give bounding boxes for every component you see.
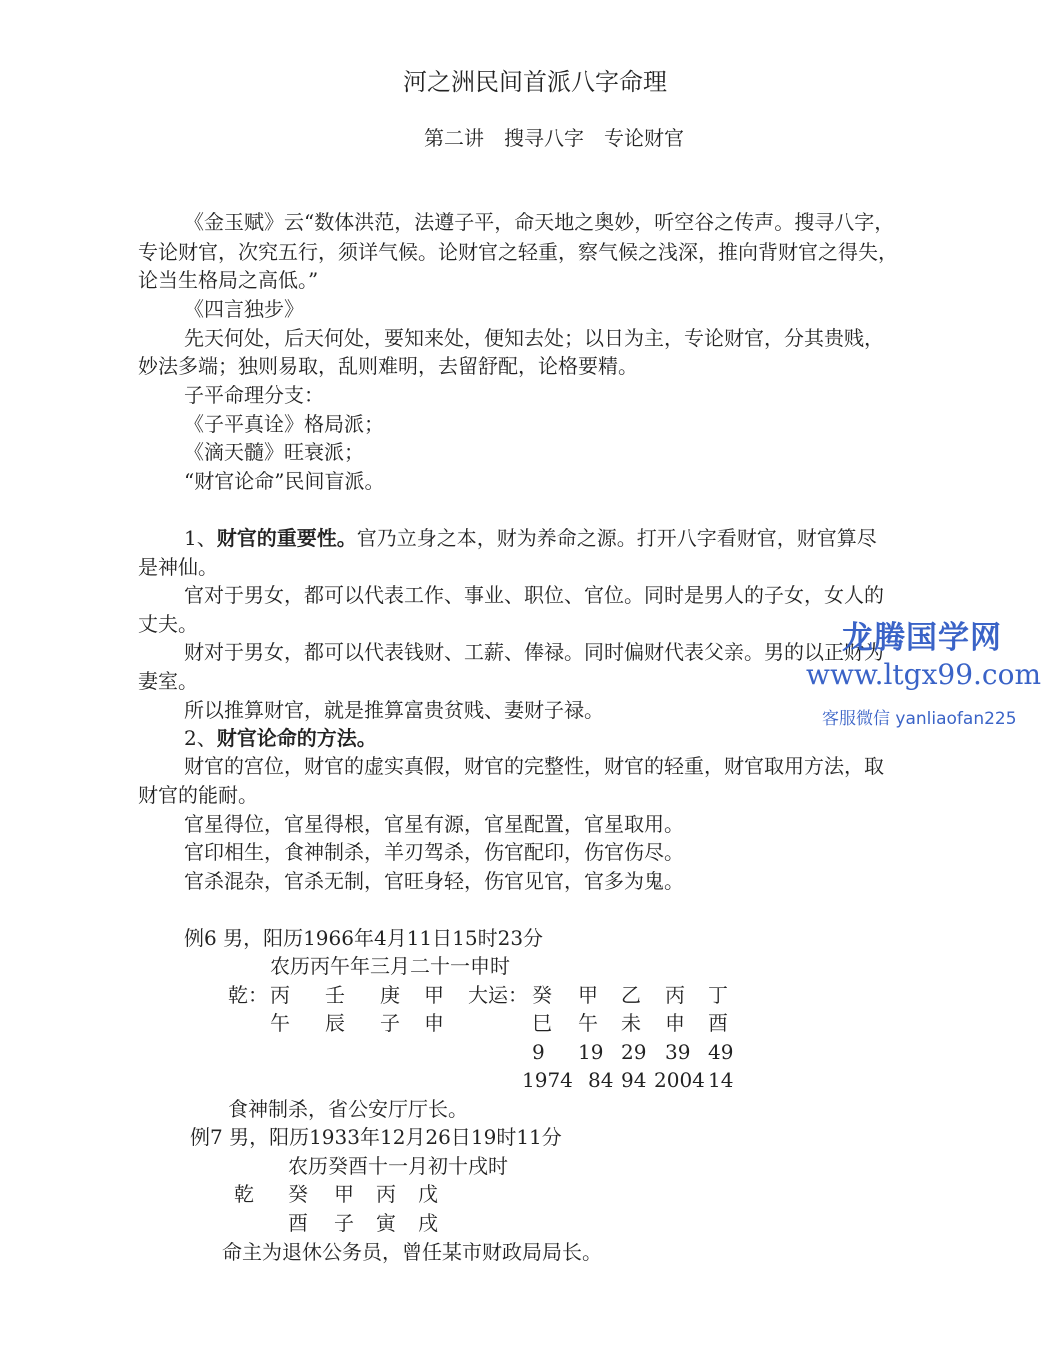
- paragraph-line: 《金玉赋》云“数体洪范，法遵子平，命天地之奥妙，听空谷之传声。搜寻八字，: [184, 210, 895, 234]
- year-cell: 2004: [654, 1068, 705, 1092]
- dayun-branch: 未: [621, 1011, 641, 1035]
- year-cell: 94: [621, 1068, 647, 1092]
- branch-cell: 戌: [418, 1211, 438, 1235]
- paragraph-line: 《滴天髓》旺衰派；: [184, 440, 364, 464]
- paragraph-line: 官星得位，官星得根，官星有源，官星配置，官星取用。: [184, 812, 684, 836]
- paragraph-line: 官杀混杂，官杀无制，官旺身轻，伤官见官，官多为鬼。: [184, 869, 684, 893]
- paragraph-line: 专论财官，次究五行，须详气候。论财官之轻重，察气候之浅深，推向背财官之得失，: [138, 240, 898, 264]
- branch-cell: 午: [270, 1011, 290, 1035]
- paragraph-line: 官对于男女，都可以代表工作、事业、职位、官位。同时是男人的子女，女人的: [184, 583, 884, 607]
- branch-cell: 寅: [376, 1211, 396, 1235]
- stem-cell: 甲: [424, 983, 444, 1007]
- paragraph-line: 先天何处，后天何处，要知来处，便知去处；以日为主，专论财官，分其贵贱，: [184, 326, 884, 350]
- lunar-date: 农历癸酉十一月初十戌时: [288, 1154, 508, 1178]
- section-text: 官乃立身之本，财为养命之源。打开八字看财官，财官算尽: [356, 526, 877, 550]
- branch-cell: 子: [380, 1011, 400, 1035]
- lecture-subtitle: 第二讲 搜寻八字 专论财官: [424, 126, 684, 150]
- age-cell: 29: [621, 1040, 647, 1064]
- section-title: 财官论命的方法。: [216, 726, 377, 750]
- stem-cell: 戊: [418, 1182, 438, 1206]
- paragraph-line: 财对于男女，都可以代表钱财、工薪、俸禄。同时偏财代表父亲。男的以正财为: [184, 640, 884, 664]
- section-title: 财官的重要性。: [216, 526, 357, 550]
- paragraph-line: 官印相生，食神制杀，羊刃驾杀，伤官配印，伤官伤尽。: [184, 840, 684, 864]
- stem-cell: 甲: [334, 1182, 354, 1206]
- qian-label: 乾: [234, 1182, 254, 1206]
- dayun-branch: 午: [578, 1011, 598, 1035]
- stem-cell: 丙: [376, 1182, 396, 1206]
- paragraph-line: 财官的宫位，财官的虚实真假，财官的完整性，财官的轻重，财官取用方法，取: [184, 754, 884, 778]
- document-title: 河之洲民间首派八字命理: [403, 68, 667, 96]
- paragraph-line: 论当生格局之高低。”: [138, 268, 319, 292]
- paragraph-line: 财官的能耐。: [138, 783, 258, 807]
- dayun-stem: 丁: [708, 983, 728, 1007]
- example-note: 命主为退休公务员，曾任某市财政局局长。: [222, 1240, 602, 1264]
- branch-cell: 子: [334, 1211, 354, 1235]
- paragraph-line: 丈夫。: [138, 612, 198, 636]
- section-1-heading: [184, 524, 877, 552]
- watermark-url: www.ltgx99.com: [806, 658, 1042, 691]
- example-header: 例7 男，阳历1933年12月26日19时11分: [190, 1125, 562, 1149]
- paragraph-line: 《子平真诠》格局派；: [184, 412, 384, 436]
- dayun-label: 大运：: [468, 983, 528, 1007]
- dayun-branch: 申: [665, 1011, 685, 1035]
- lunar-date: 农历丙午年三月二十一申时: [270, 954, 510, 978]
- age-cell: 49: [708, 1040, 734, 1064]
- dayun-stem: 癸: [532, 983, 552, 1007]
- watermark-contact: 客服微信 yanliaofan225: [822, 709, 1017, 729]
- year-cell: 1974: [522, 1068, 573, 1092]
- dayun-branch: 巳: [532, 1011, 552, 1035]
- year-cell: 84: [588, 1068, 614, 1092]
- qian-label: 乾：: [228, 983, 268, 1007]
- stem-cell: 癸: [288, 1182, 308, 1206]
- stem-cell: 丙: [270, 983, 290, 1007]
- paragraph-line: 妻室。: [138, 669, 198, 693]
- paragraph-line: 妙法多端；独则易取，乱则难明，去留舒配，论格要精。: [138, 354, 638, 378]
- section-2-heading: [184, 724, 377, 752]
- stem-cell: 庚: [380, 983, 400, 1007]
- dayun-stem: 甲: [578, 983, 598, 1007]
- branch-cell: 申: [424, 1011, 444, 1035]
- example-header: 例6 男，阳历1966年4月11日15时23分: [184, 926, 544, 950]
- age-cell: 9: [532, 1040, 545, 1064]
- branch-cell: 酉: [288, 1211, 308, 1235]
- section-number: 1、: [184, 526, 217, 550]
- year-cell: 14: [708, 1068, 734, 1092]
- branch-cell: 辰: [325, 1011, 345, 1035]
- paragraph-line: 是神仙。: [138, 555, 218, 579]
- age-cell: 19: [578, 1040, 604, 1064]
- stem-cell: 壬: [325, 983, 345, 1007]
- paragraph-line: 《四言独步》: [184, 297, 304, 321]
- paragraph-line: 子平命理分支：: [184, 383, 324, 407]
- paragraph-line: “财官论命”民间盲派。: [184, 469, 385, 493]
- dayun-stem: 丙: [665, 983, 685, 1007]
- age-cell: 39: [665, 1040, 691, 1064]
- paragraph-line: 所以推算财官，就是推算富贵贫贱、妻财子禄。: [184, 698, 604, 722]
- watermark-site-name: 龙腾国学网: [842, 620, 1002, 656]
- section-number: 2、: [184, 726, 217, 750]
- dayun-branch: 酉: [708, 1011, 728, 1035]
- dayun-stem: 乙: [621, 983, 641, 1007]
- example-note: 食神制杀，省公安厅厅长。: [228, 1097, 468, 1121]
